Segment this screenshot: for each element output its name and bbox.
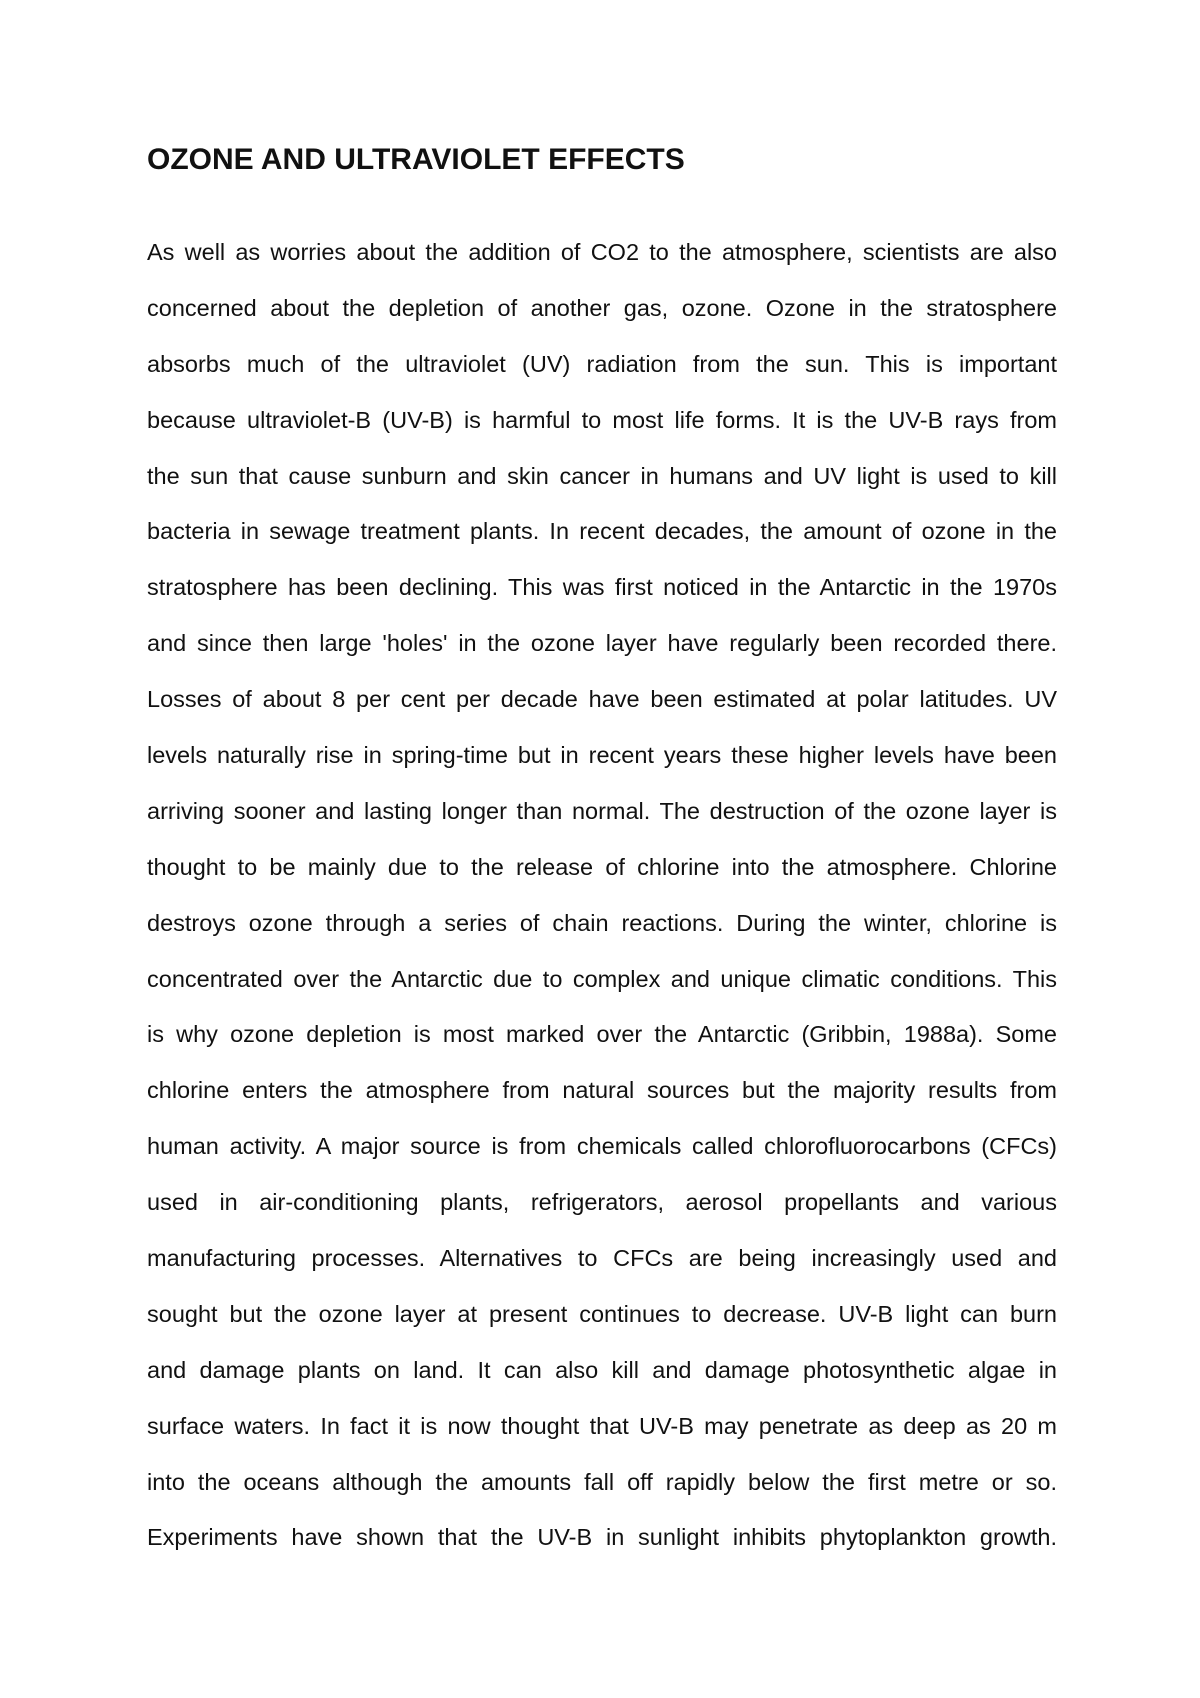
text-line: sought but the ozone layer at present continues to decrease. UV-B light can burn	[147, 1300, 1057, 1327]
text-line: used in air-conditioning plants, refrigerators, aerosol propellants and various	[147, 1189, 1057, 1216]
text-line: into the oceans although the amounts fall off rapidly below the first metre or so.	[147, 1468, 1057, 1495]
text-line: the sun that cause sunburn and skin cancer in humans and UV light is used to kill	[147, 462, 1057, 489]
text-line: arriving sooner and lasting longer than normal. The destruction of the ozone layer is	[147, 797, 1057, 824]
text-line: and since then large 'holes' in the ozone layer have regularly been recorded there.	[147, 630, 1057, 657]
document-title: OZONE AND ULTRAVIOLET EFFECTS	[147, 143, 685, 176]
text-line: stratosphere has been declining. This was first noticed in the Antarctic in the 1970s	[147, 574, 1057, 601]
text-line: is why ozone depletion is most marked over the Antarctic (Gribbin, 1988a). Some	[147, 1021, 1057, 1048]
text-line: because ultraviolet-B (UV-B) is harmful to most life forms. It is the UV-B rays from	[147, 406, 1057, 433]
text-line: As well as worries about the addition of CO2 to the atmosphere, scientists are also	[147, 239, 1057, 265]
text-line: human activity. A major source is from chemicals called chlorofluorocarbons (CFCs)	[147, 1133, 1057, 1160]
text-line: bacteria in sewage treatment plants. In recent decades, the amount of ozone in the	[147, 518, 1057, 545]
text-line: thought to be mainly due to the release of chlorine into the atmosphere. Chlorine	[147, 853, 1057, 880]
text-line: concerned about the depletion of another gas, ozone. Ozone in the stratosphere	[147, 294, 1057, 321]
text-line: Experiments have shown that the UV-B in sunlight inhibits phytoplankton growth.	[147, 1524, 1057, 1551]
text-line: destroys ozone through a series of chain reactions. During the winter, chlorine is	[147, 909, 1057, 936]
text-line: absorbs much of the ultraviolet (UV) radiation from the sun. This is important	[147, 350, 1057, 377]
text-line: Losses of about 8 per cent per decade have been estimated at polar latitudes. UV	[147, 686, 1057, 713]
text-line: and damage plants on land. It can also kill and damage photosynthetic algae in	[147, 1356, 1057, 1383]
text-line: manufacturing processes. Alternatives to CFCs are being increasingly used and	[147, 1245, 1057, 1272]
text-line: concentrated over the Antarctic due to complex and unique climatic conditions. This	[147, 965, 1057, 992]
body-paragraph	[147, 232, 1057, 1573]
text-line: levels naturally rise in spring-time but in recent years these higher levels have been	[147, 742, 1057, 769]
text-line: surface waters. In fact it is now thought that UV-B may penetrate as deep as 20 m	[147, 1412, 1057, 1439]
text-line: chlorine enters the atmosphere from natural sources but the majority results from	[147, 1077, 1057, 1104]
